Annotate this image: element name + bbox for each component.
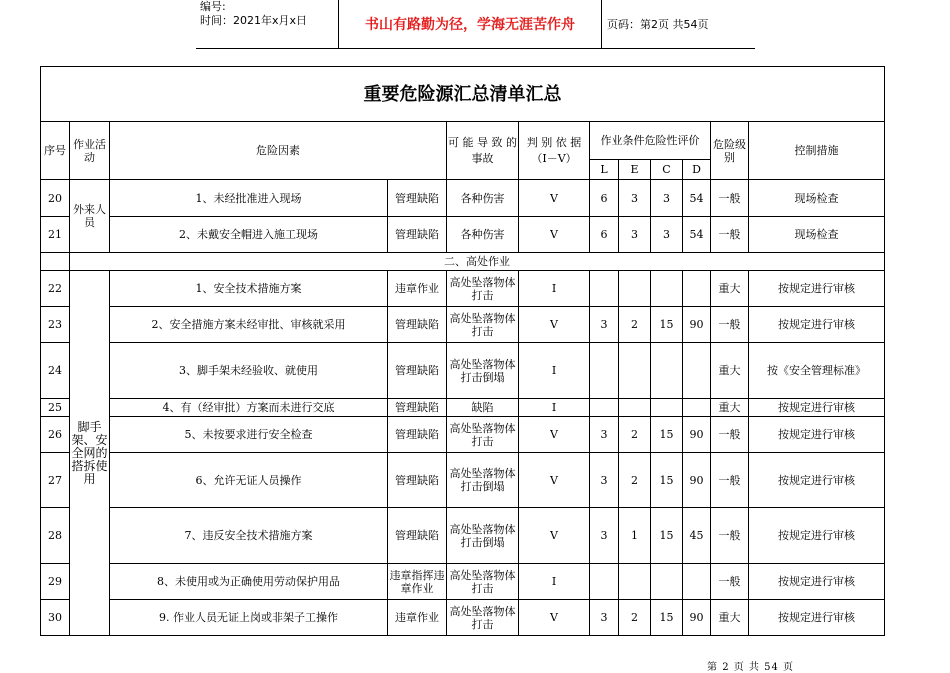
row-D: 90: [683, 307, 711, 343]
row-type: 管理缺陷: [388, 180, 447, 217]
row-accident: 高处坠落物体打击: [447, 417, 519, 453]
col-header-seq: 序号: [41, 122, 70, 180]
row-level: 一般: [711, 564, 749, 600]
table-row: [41, 453, 885, 508]
row-factor: 3、脚手架未经验收、就使用: [110, 343, 388, 399]
row-D: [683, 343, 711, 399]
row-C: 15: [651, 307, 683, 343]
row-accident: 各种伤害: [447, 217, 519, 253]
page-footer: 第 2 页 共 54 页: [707, 662, 794, 673]
row-seq: 21: [41, 217, 70, 253]
table-row: [41, 508, 885, 564]
col-header-L: L: [590, 160, 619, 180]
row-type: 管理缺陷: [388, 217, 447, 253]
row-seq: 30: [41, 600, 70, 636]
row-D: 90: [683, 453, 711, 508]
row-L: 6: [590, 217, 619, 253]
row-C: [651, 271, 683, 307]
row-L: 3: [590, 600, 619, 636]
table-title: 重要危险源汇总清单汇总: [41, 67, 885, 122]
table-row: [41, 564, 885, 600]
row-C: 15: [651, 508, 683, 564]
row-accident: 各种伤害: [447, 180, 519, 217]
row-E: 2: [619, 600, 651, 636]
row-control: 按规定进行审核: [749, 600, 885, 636]
row-type: 管理缺陷: [388, 399, 447, 417]
row-factor: 8、未使用或为正确使用劳动保护用品: [110, 564, 388, 600]
row-C: [651, 399, 683, 417]
row-factor: 6、允许无证人员操作: [110, 453, 388, 508]
row-E: 3: [619, 217, 651, 253]
page-header: [196, 0, 755, 49]
row-E: [619, 399, 651, 417]
row-level: 重大: [711, 600, 749, 636]
row-E: [619, 271, 651, 307]
row-L: [590, 399, 619, 417]
row-L: [590, 343, 619, 399]
row-accident: 高处坠落物体打击: [447, 564, 519, 600]
row-basis: I: [519, 564, 590, 600]
time-label: 时间：2021年x月x日: [200, 14, 308, 27]
col-header-control: 控制措施: [749, 122, 885, 180]
row-control: 按规定进行审核: [749, 271, 885, 307]
section-seq-empty: [41, 253, 70, 271]
row-level: 重大: [711, 399, 749, 417]
table-row: [41, 217, 885, 253]
table-row: [41, 417, 885, 453]
row-C: 15: [651, 453, 683, 508]
row-factor: 7、违反安全技术措施方案: [110, 508, 388, 564]
row-D: 54: [683, 217, 711, 253]
table-row: [41, 307, 885, 343]
row-E: [619, 564, 651, 600]
row-basis: V: [519, 600, 590, 636]
row-C: [651, 564, 683, 600]
table-row: [41, 600, 885, 636]
row-factor: 5、未按要求进行安全检查: [110, 417, 388, 453]
row-accident: 高处坠落物体打击倒塌: [447, 343, 519, 399]
row-L: 3: [590, 417, 619, 453]
row-basis: V: [519, 453, 590, 508]
header-page-label: 页码：第2页 共54页: [607, 18, 709, 31]
row-accident: 高处坠落物体打击: [447, 307, 519, 343]
table-row: [41, 271, 885, 307]
row-level: 一般: [711, 307, 749, 343]
col-header-factor: 危险因素: [110, 122, 447, 180]
row-type: 管理缺陷: [388, 453, 447, 508]
row-level: 重大: [711, 271, 749, 307]
row-L: 3: [590, 453, 619, 508]
row-factor: 9. 作业人员无证上岗或非架子工操作: [110, 600, 388, 636]
row-seq: 22: [41, 271, 70, 307]
col-header-eval: 作业条件危险性评价: [590, 122, 711, 160]
row-level: 一般: [711, 453, 749, 508]
row-type: 管理缺陷: [388, 343, 447, 399]
section-heading: 二、高处作业: [70, 253, 885, 271]
row-level: 一般: [711, 508, 749, 564]
row-D: 45: [683, 508, 711, 564]
row-C: 3: [651, 217, 683, 253]
row-seq: 29: [41, 564, 70, 600]
row-type: 违章作业: [388, 600, 447, 636]
row-factor: 4、有（经审批）方案而未进行交底: [110, 399, 388, 417]
row-basis: V: [519, 417, 590, 453]
row-factor: 2、安全措施方案未经审批、审核就采用: [110, 307, 388, 343]
row-type: 管理缺陷: [388, 307, 447, 343]
row-E: 2: [619, 417, 651, 453]
row-E: [619, 343, 651, 399]
row-C: [651, 343, 683, 399]
row-basis: I: [519, 399, 590, 417]
col-header-D: D: [683, 160, 711, 180]
col-header-C: C: [651, 160, 683, 180]
row-control: 按规定进行审核: [749, 453, 885, 508]
col-header-E: E: [619, 160, 651, 180]
row-accident: 高处坠落物体打击: [447, 271, 519, 307]
section-row: [41, 253, 885, 271]
row-basis: V: [519, 307, 590, 343]
row-accident: 高处坠落物体打击倒塌: [447, 453, 519, 508]
row-L: 6: [590, 180, 619, 217]
row-level: 一般: [711, 180, 749, 217]
row-factor: 2、未戴安全帽进入施工现场: [110, 217, 388, 253]
header-meta: [196, 0, 338, 48]
row-C: 15: [651, 417, 683, 453]
row-control: 按规定进行审核: [749, 564, 885, 600]
row-factor: 1、安全技术措施方案: [110, 271, 388, 307]
row-basis: V: [519, 180, 590, 217]
row-control: 现场检查: [749, 217, 885, 253]
row-basis: I: [519, 271, 590, 307]
row-D: 90: [683, 600, 711, 636]
row-E: 3: [619, 180, 651, 217]
row-seq: 27: [41, 453, 70, 508]
row-seq: 23: [41, 307, 70, 343]
table-row: [41, 343, 885, 399]
row-D: 54: [683, 180, 711, 217]
row-accident: 高处坠落物体打击: [447, 600, 519, 636]
col-header-level: 危险级别: [711, 122, 749, 180]
row-seq: 28: [41, 508, 70, 564]
row-type: 违章指挥违章作业: [388, 564, 447, 600]
col-header-accident: 可 能 导 致 的事故: [447, 122, 519, 180]
row-L: [590, 564, 619, 600]
row-control: 现场检查: [749, 180, 885, 217]
hazard-table: [40, 66, 885, 636]
col-header-basis: 判 别 依 据 （I－V）: [519, 122, 590, 180]
table-body: [41, 67, 885, 636]
row-C: 15: [651, 600, 683, 636]
row-D: [683, 271, 711, 307]
row-D: [683, 399, 711, 417]
row-basis: V: [519, 217, 590, 253]
row-factor: 1、未经批准进入现场: [110, 180, 388, 217]
row-type: 管理缺陷: [388, 508, 447, 564]
row-E: 2: [619, 307, 651, 343]
row-level: 重大: [711, 343, 749, 399]
row-seq: 26: [41, 417, 70, 453]
row-E: 2: [619, 453, 651, 508]
row-type: 管理缺陷: [388, 417, 447, 453]
row-level: 一般: [711, 217, 749, 253]
col-header-activity: 作业活动: [70, 122, 110, 180]
row-accident: 高处坠落物体打击倒塌: [447, 508, 519, 564]
row-D: 90: [683, 417, 711, 453]
row-L: [590, 271, 619, 307]
number-label: 编号:: [200, 0, 226, 13]
row-control: 按规定进行审核: [749, 399, 885, 417]
table-row: [41, 399, 885, 417]
row-E: 1: [619, 508, 651, 564]
activity-visitors: 外来人员: [70, 180, 110, 253]
row-level: 一般: [711, 417, 749, 453]
row-seq: 24: [41, 343, 70, 399]
row-L: 3: [590, 307, 619, 343]
row-control: 按《安全管理标准》: [749, 343, 885, 399]
row-type: 违章作业: [388, 271, 447, 307]
header-slogan: 书山有路勤为径，学海无涯苦作舟: [338, 0, 602, 48]
row-L: 3: [590, 508, 619, 564]
row-control: 按规定进行审核: [749, 508, 885, 564]
row-seq: 25: [41, 399, 70, 417]
row-C: 3: [651, 180, 683, 217]
row-control: 按规定进行审核: [749, 307, 885, 343]
row-basis: V: [519, 508, 590, 564]
row-seq: 20: [41, 180, 70, 217]
row-control: 按规定进行审核: [749, 417, 885, 453]
table-row: [41, 180, 885, 217]
row-basis: I: [519, 343, 590, 399]
row-D: [683, 564, 711, 600]
row-accident: 缺陷: [447, 399, 519, 417]
activity-scaffold: 脚手架、安全网的搭拆使用: [70, 271, 110, 636]
